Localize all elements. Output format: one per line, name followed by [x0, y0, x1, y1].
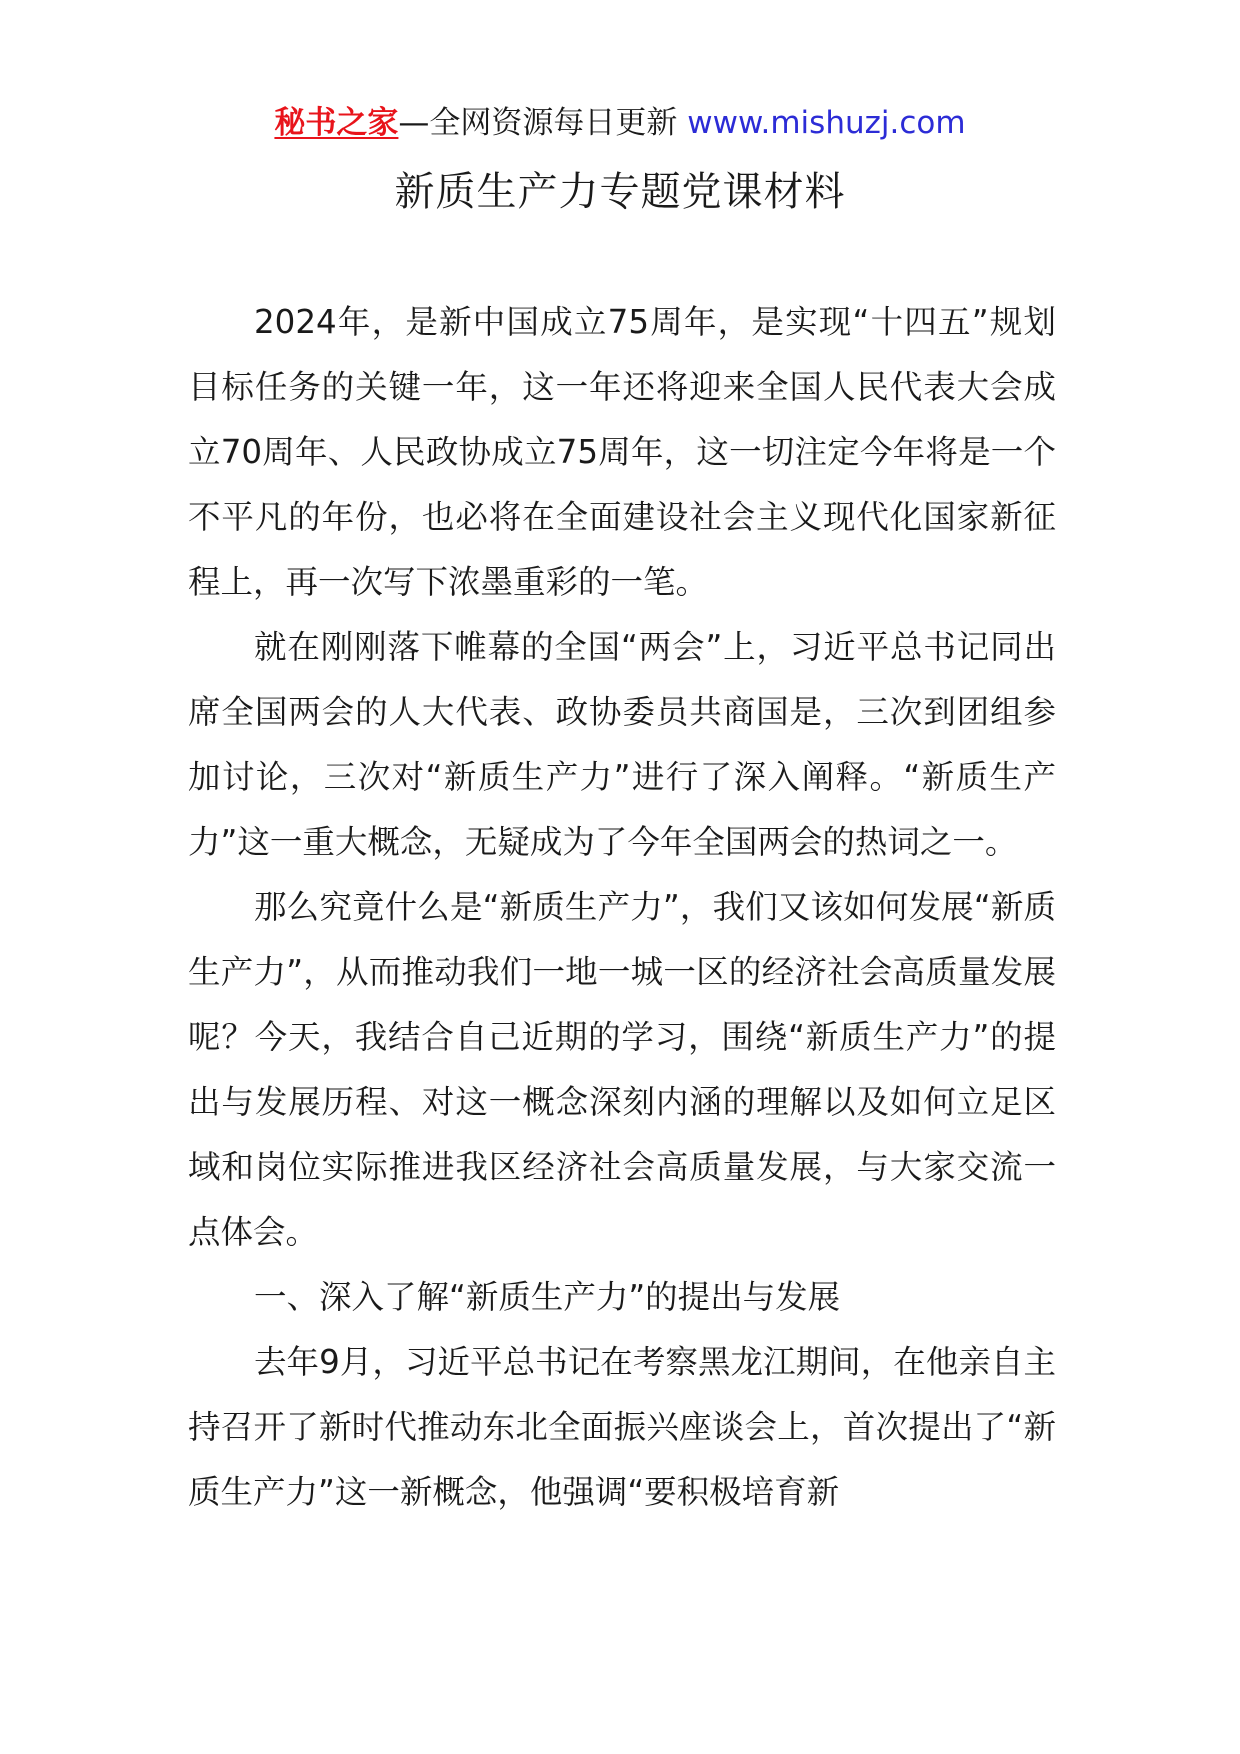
paragraph-4: 去年9月，习近平总书记在考察黑龙江期间，在他亲自主持召开了新时代推动东北全面振兴座谈会上，首次提出了“新质生产力”这一新概念，他强调“要积极培育新	[188, 1343, 1056, 1511]
site-banner	[0, 98, 1240, 148]
brand-link[interactable]: 秘书之家	[274, 105, 399, 141]
website-url-link[interactable]: www.mishuzj.com	[687, 105, 966, 141]
banner-tagline: —全网资源每日更新	[398, 105, 688, 141]
section-heading-1: 一、深入了解“新质生产力”的提出与发展	[254, 1278, 841, 1316]
paragraph-2: 就在刚刚落下帷幕的全国“两会”上，习近平总书记同出席全国两会的人大代表、政协委员共商国是，三次到团组参加讨论，三次对“新质生产力”进行了深入阐释。“新质生产力”这一重大概念，无疑成为了今年全国两会的热词之一。	[188, 628, 1056, 861]
paragraph-1: 2024年，是新中国成立75周年，是实现“十四五”规划目标任务的关键一年，这一年还将迎来全国人民代表大会成立70周年、人民政协成立75周年，这一切注定今年将是一个不平凡的年份，也必将在全面建设社会主义现代化国家新征程上，再一次写下浓墨重彩的一笔。	[188, 303, 1056, 601]
document-body	[188, 290, 1056, 1525]
document-title: 新质生产力专题党课材料	[394, 169, 846, 215]
paragraph-3: 那么究竟什么是“新质生产力”，我们又该如何发展“新质生产力”，从而推动我们一地一城一区的经济社会高质量发展呢？今天，我结合自己近期的学习，围绕“新质生产力”的提出与发展历程、对这一概念深刻内涵的理解以及如何立足区域和岗位实际推进我区经济社会高质量发展，与大家交流一点体会。	[188, 888, 1056, 1251]
